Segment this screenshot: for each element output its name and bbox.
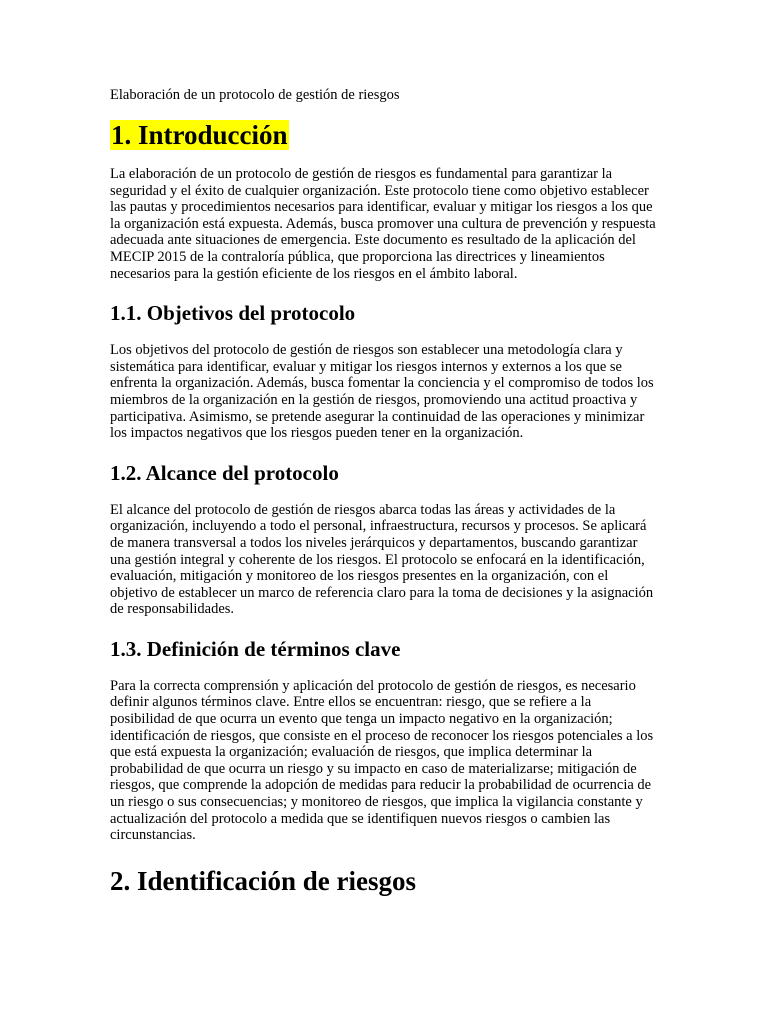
heading-objectives: 1.1. Objetivos del protocolo [110, 301, 356, 326]
heading-definitions: 1.3. Definición de términos clave [110, 636, 401, 661]
introduction-paragraph: La elaboración de un protocolo de gestión de riesgos es fundamental para garantizar la seguridad y el éxito de cualquier organización. Este protocolo tiene como objetivo establecer las pautas y procedimientos necesarios para identificar, evaluar y mitigar los riesgos a los que la organización está expuesta. Además, busca promover una cultura de prevención y respuesta adecuada ante situaciones de emergencia. Este documento es resultado de la aplicación del MECIP 2015 de la contraloría pública, que proporciona las directrices y lineamientos necesarios para la gestión eficiente de los riesgos en el ámbito laboral. [110, 166, 656, 282]
heading-scope: 1.2. Alcance del protocolo [110, 460, 339, 485]
definitions-paragraph: Para la correcta comprensión y aplicación del protocolo de gestión de riesgos, es necesario definir algunos términos clave. Entre ellos se encuentran: riesgo, que se refiere a la posibilidad de que ocurra un evento que tenga un impacto negativo en la organización; identificación de riesgos, que consiste en el proceso de reconocer los riesgos potenciales a los que está expuesta la organización; evaluación de riesgos, que implica determinar la probabilidad de que ocurra un riesgo y su impacto en caso de materializarse; mitigación de riesgos, que comprende la adopción de medidas para reducir la probabilidad de ocurrencia de un riesgo o sus consecuencias; y monitoreo de riesgos, que implica la vigilancia constante y actualización del protocolo a medida que se identifiquen nuevos riesgos o cambien las circunstancias. [110, 677, 654, 844]
highlighted-heading-text: 1. Introducción [111, 120, 288, 150]
heading-risk-identification: 2. Identificación de riesgos [110, 865, 416, 896]
heading-introduction [110, 118, 658, 152]
scope-paragraph: El alcance del protocolo de gestión de riesgos abarca todas las áreas y actividades de la organización, incluyendo a todo el personal, infraestructura, recursos y procesos. Se aplicará de manera transversal a todos los niveles jerárquicos y departamentos, buscando garantizar una gestión integral y coherente de los riesgos. El protocolo se enfocará en la identificación, evaluación, mitigación y monitoreo de los riesgos presentes en la organización, con el objetivo de establecer un marco de referencia claro para la toma de decisiones y la asignación de responsabilidades. [110, 501, 654, 618]
objectives-paragraph: Los objetivos del protocolo de gestión de riesgos son establecer una metodología clara y sistemática para identificar, evaluar y mitigar los riesgos internos y externos a los que se enfrenta la organización. Además, busca fomentar la conciencia y el compromiso de todos los miembros de la organización en la gestión de riesgos, promoviendo una actitud proactiva y participativa. Asimismo, se pretende asegurar la continuidad de las operaciones y minimizar los impactos negativos que los riesgos pueden tener en la organización. [110, 342, 654, 442]
document-title: Elaboración de un protocolo de gestión de riesgos [110, 87, 400, 103]
